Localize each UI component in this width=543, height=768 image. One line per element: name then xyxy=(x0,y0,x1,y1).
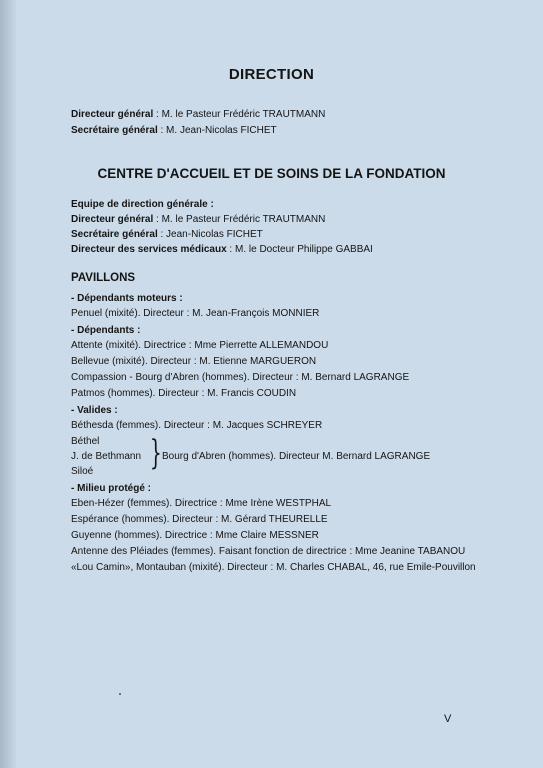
paper-speck xyxy=(119,693,121,695)
page-number: V xyxy=(444,713,452,725)
list-item: Béthel xyxy=(71,436,100,447)
list-item: Espérance (hommes). Directeur : M. Gérard THEURELLE xyxy=(71,514,328,525)
list-item: Eben-Hézer (femmes). Directrice : Mme Irène WESTPHAL xyxy=(71,498,332,509)
dg-value: : M. le Pasteur Frédéric TRAUTMANN xyxy=(153,109,326,120)
equipe-heading: Equipe de direction générale : xyxy=(71,199,214,210)
centre-dsm-value: : M. le Docteur Philippe GABBAI xyxy=(226,244,373,255)
curly-brace-icon: } xyxy=(149,433,162,473)
sg-value: : M. Jean-Nicolas FICHET xyxy=(157,125,277,136)
list-item: Béthesda (femmes). Directeur : M. Jacques SCHREYER xyxy=(71,420,323,431)
valides-heading: - Valides : xyxy=(71,405,118,416)
list-item: Guyenne (hommes). Directrice : Mme Claire MESSNER xyxy=(71,530,319,541)
list-item: Penuel (mixité). Directeur : M. Jean-François MONNIER xyxy=(71,308,320,319)
milieu-heading: - Milieu protégé : xyxy=(71,483,151,494)
dg-label: Directeur général xyxy=(71,109,154,120)
list-item: Antenne des Pléiades (femmes). Faisant fonction de directrice : Mme Jeanine TABANOU xyxy=(71,546,466,557)
centre-dg-label: Directeur général xyxy=(71,214,154,225)
centre-sg-label: Secrétaire général xyxy=(71,229,158,240)
list-item: J. de Bethmann xyxy=(71,451,142,462)
centre-title: CENTRE D'ACCUEIL ET DE SOINS DE LA FONDATION xyxy=(97,166,446,181)
list-item: Compassion - Bourg d'Abren (hommes). Directeur : M. Bernard LAGRANGE xyxy=(71,372,410,383)
list-item: Bellevue (mixité). Directeur : M. Etienne MARGUERON xyxy=(71,356,317,367)
direction-dg-line xyxy=(71,108,325,121)
centre-dg-value: : M. le Pasteur Frédéric TRAUTMANN xyxy=(153,214,326,225)
page-edge-shadow xyxy=(0,0,16,768)
list-item: Attente (mixité). Directrice : Mme Pierrette ALLEMANDOU xyxy=(71,340,329,351)
page-title: DIRECTION xyxy=(228,66,315,83)
list-item: Patmos (hommes). Directeur : M. Francis COUDIN xyxy=(71,388,297,399)
centre-dsm-label: Directeur des services médicaux xyxy=(71,244,227,255)
centre-dg-line xyxy=(71,213,325,226)
pavillons-heading: PAVILLONS xyxy=(71,272,136,284)
direction-sg-line xyxy=(71,124,277,137)
centre-sg-line xyxy=(71,228,263,241)
list-item: Siloé xyxy=(71,466,94,477)
brace-text: Bourg d'Abren (hommes). Directeur M. Bernard LAGRANGE xyxy=(162,451,431,462)
centre-sg-value: : Jean-Nicolas FICHET xyxy=(157,229,263,240)
sg-label: Secrétaire général xyxy=(71,125,158,136)
centre-dsm-line xyxy=(71,243,373,256)
dependants-heading: - Dépendants : xyxy=(71,325,141,336)
moteurs-heading: - Dépendants moteurs : xyxy=(71,293,183,304)
list-item: «Lou Camin», Montauban (mixité). Directeur : M. Charles CHABAL, 46, rue Emile-Pouvillon xyxy=(71,562,476,573)
